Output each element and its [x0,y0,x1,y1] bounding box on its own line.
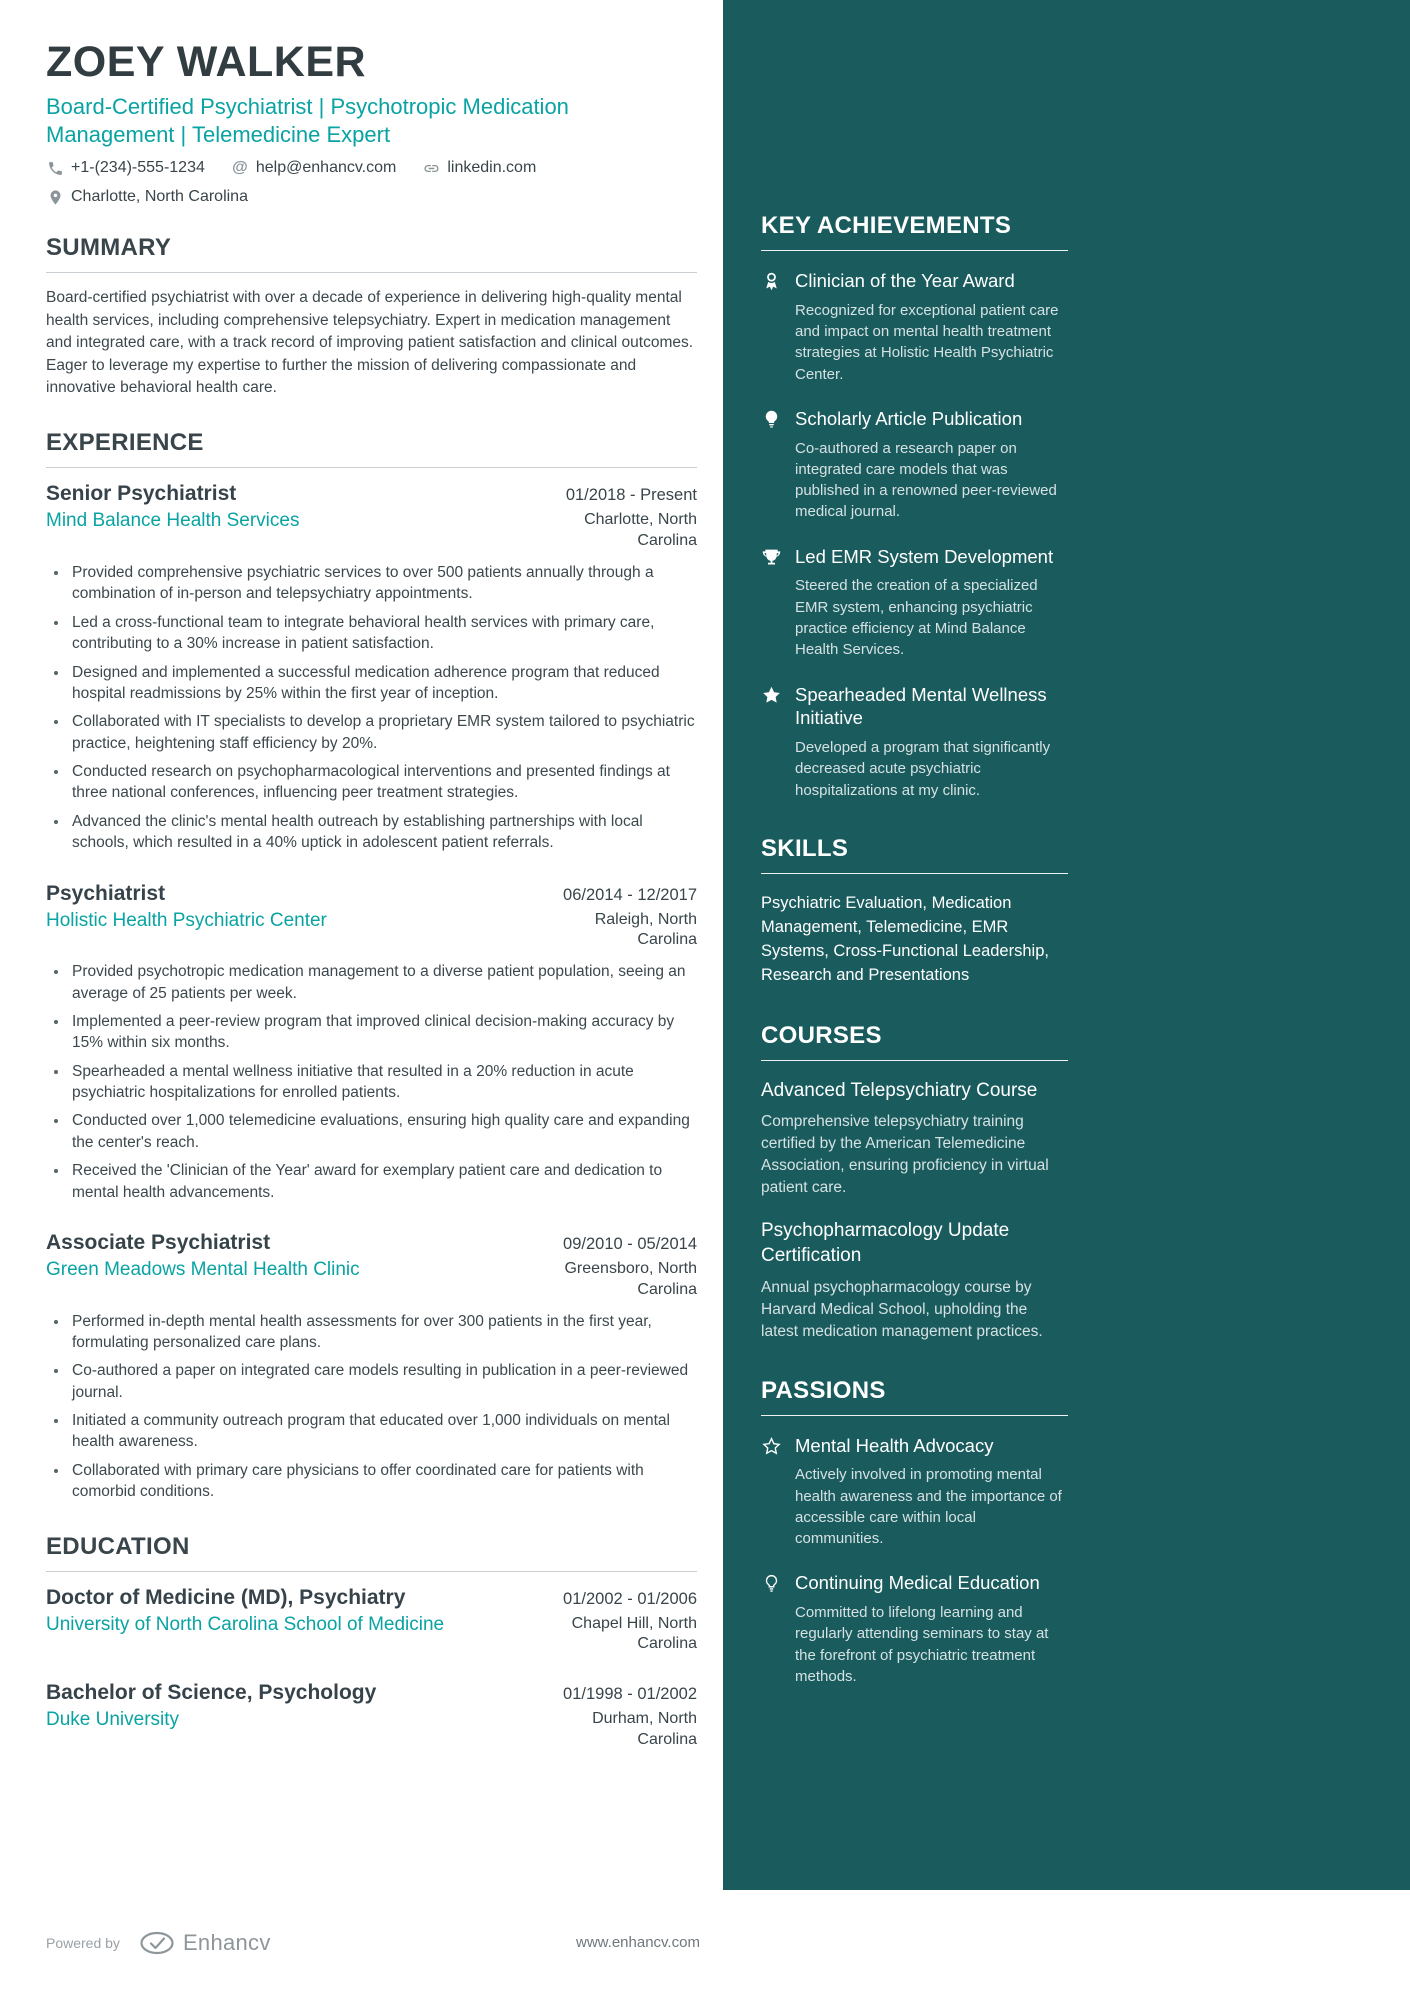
bullet: • Conducted research on psychopharmacological interventions and presented findings at three national conferences, influencing peer treatment strategies. [69,761,697,804]
resume-header [46,40,697,206]
sidebar [723,0,1410,1890]
link-text: linkedin.com [447,159,537,177]
achievement-text: Developed a program that significantly decreased acute psychiatric hospitalizations at my clinic. [795,738,1051,799]
medal-icon [761,269,783,385]
course-text: Comprehensive telepsychiatry training certified by the American Telemedicine Association, ensuring proficiency in virtual patient care. [761,1113,1049,1197]
achievement-title: Clinician of the Year Award [795,270,1015,291]
job-entry [46,1231,697,1503]
location-item [46,188,248,206]
powered-by-label: Powered by [46,1934,120,1951]
experience-section [46,429,697,1502]
passion-item [761,1571,1068,1687]
school-name: University of North Carolina School of Medicine [46,1613,445,1635]
course-item [761,1079,1068,1200]
job-bullets [46,961,697,1203]
education-entry [46,1681,697,1751]
school-name: Duke University [46,1709,180,1731]
bullet: • Spearheaded a mental wellness initiative that resulted in a 20% reduction in acute psychiatric hospitalizations for enrolled patients. [69,1061,697,1104]
achievement-text: Co-authored a research paper on integrated care models that was published in a renowned peer-reviewed medical journal. [795,439,1057,521]
bullet: • Performed in-depth mental health assessments for over 300 patients in the first year, formulating personalized care plans. [69,1311,697,1354]
enhancv-logo-text: Enhancv [182,1929,271,1955]
achievement-item [761,407,1068,523]
bullet: • Collaborated with IT specialists to develop a proprietary EMR system tailored to psychiatric practice, heightening staff efficiency by 20%. [69,711,697,754]
email-link[interactable] [231,159,396,177]
phone-text: +1-(234)-555-1234 [71,159,205,177]
bullet: • Provided psychotropic medication management to a diverse patient population, seeing an average of 25 patients per week. [69,961,697,1004]
job-bullets [46,1311,697,1503]
star-icon [761,683,783,801]
link-icon [422,159,440,177]
experience-heading: EXPERIENCE [46,429,697,468]
summary-section [46,234,697,399]
star-outline-icon [761,1434,783,1550]
achievements-heading: KEY ACHIEVEMENTS [761,212,1068,251]
passion-title: Continuing Medical Education [795,1572,1040,1594]
course-title: Advanced Telepsychiatry Course [761,1079,1038,1101]
bullet: • Advanced the clinic's mental health outreach by establishing partnerships with local schools, which resulted in a 40% uptick in adolescent patient referrals. [69,811,697,854]
education-section [46,1533,697,1751]
passion-text: Committed to lifelong learning and regularly attending seminars to stay at the forefront of psychiatric treatment methods. [795,1604,1049,1685]
achievement-item [761,545,1068,661]
passion-text: Actively involved in promoting mental health awareness and the importance of accessible care within local communities. [795,1466,1062,1548]
page-footer [0,1890,1410,1995]
phone-icon [46,159,64,177]
summary-text: Board-certified psychiatrist with over a decade of experience in delivering high-quality mental health services, including comprehensive telepsychiatry. Expert in medication management and integrated care, with a track record of improving patient satisfaction and clinical outcomes. Eager to leverage my expertise to further the mission of delivering compassionate and innovative behavioral health care. [46,289,694,397]
school-location: Durham, North Carolina [592,1710,697,1748]
summary-heading: SUMMARY [46,234,697,273]
skills-text: Psychiatric Evaluation, Medication Management, Telemedicine, EMR Systems, Cross-Functional Leadership, Research and Presentations [761,893,1049,984]
degree-title: Doctor of Medicine (MD), Psychiatry [46,1585,406,1609]
trophy-icon [761,545,783,661]
education-entry [46,1586,697,1656]
skills-heading: SKILLS [761,835,1068,874]
achievement-item [761,269,1068,385]
linkedin-link[interactable] [422,159,536,177]
job-title: Senior Psychiatrist [46,482,237,506]
job-dates: 06/2014 - 12/2017 [563,885,697,904]
job-entry [46,882,697,1203]
achievement-title: Led EMR System Development [795,545,1054,567]
bullet: • Led a cross-functional team to integrate behavioral health services with primary care, contributing to a 30% increase in patient satisfaction. [69,612,697,655]
job-title: Psychiatrist [46,881,166,905]
courses-section [761,1022,1068,1343]
at-icon: @ [232,159,248,177]
professional-title: Board-Certified Psychiatrist | Psychotropic Medication Management | Telemedicine Expert [46,94,569,147]
job-location: Raleigh, North Carolina [594,910,697,949]
job-dates: 01/2018 - Present [565,486,697,505]
job-company: Mind Balance Health Services [46,510,300,532]
job-dates: 09/2010 - 05/2014 [563,1234,697,1253]
job-bullets [46,562,697,854]
passion-item [761,1434,1068,1550]
pin-icon [46,188,64,206]
main-column [0,0,723,1890]
enhancv-logo-icon [140,1931,174,1955]
education-heading: EDUCATION [46,1533,697,1572]
achievement-text: Steered the creation of a specialized EMR system, enhancing psychiatric practice efficiency at Mind Balance Health Services. [795,577,1038,659]
degree-dates: 01/2002 - 01/2006 [563,1589,697,1608]
email-text: help@enhancv.com [255,159,397,177]
achievements-section [761,212,1068,801]
course-title: Psychopharmacology Update Certification [761,1220,1010,1266]
job-location: Charlotte, North Carolina [584,511,697,550]
phone-link[interactable] [46,159,205,177]
achievement-text: Recognized for exceptional patient care and impact on mental health treatment strategies at Holistic Health Psychiatric Center. [795,301,1059,383]
bullet: • Co-authored a paper on integrated care models resulting in publication in a peer-reviewed journal. [69,1360,697,1403]
candidate-name: ZOEY WALKER [46,38,367,86]
bullet: • Implemented a peer-review program that improved clinical decision-making accuracy by 15% within six months. [69,1011,697,1054]
skills-section [761,835,1068,988]
bullet: • Provided comprehensive psychiatric services to over 500 patients annually through a combination of in-person and telepsychiatry appointments. [69,562,697,605]
job-company: Green Meadows Mental Health Clinic [46,1258,360,1280]
course-text: Annual psychopharmacology course by Harvard Medical School, upholding the latest medication management practices. [761,1278,1043,1340]
passion-title: Mental Health Advocacy [795,1434,994,1456]
bullet: • Initiated a community outreach program that educated over 1,000 individuals on mental health awareness. [69,1410,697,1453]
contact-row-2 [46,188,697,206]
bullet: • Collaborated with primary care physicians to offer coordinated care for patients with comorbid conditions. [69,1460,697,1503]
bullet: • Designed and implemented a successful medication adherence program that reduced hospital readmissions by 25% within the first year of inception. [69,662,697,705]
courses-heading: COURSES [761,1022,1068,1061]
passions-heading: PASSIONS [761,1377,1068,1416]
contact-row [46,159,697,177]
degree-dates: 01/1998 - 01/2002 [563,1685,697,1704]
job-location: Greensboro, North Carolina [564,1259,697,1298]
bullet: • Conducted over 1,000 telemedicine evaluations, ensuring high quality care and expanding the center's reach. [69,1110,697,1153]
site-url[interactable]: www.enhancv.com [576,1934,700,1951]
bullet: • Received the 'Clinician of the Year' award for exemplary patient care and dedication to mental health advancements. [69,1160,697,1203]
bulb-outline-icon [761,1571,783,1687]
degree-title: Bachelor of Science, Psychology [46,1681,377,1705]
job-entry [46,482,697,853]
achievement-title: Scholarly Article Publication [795,407,1023,429]
course-item [761,1219,1068,1342]
school-location: Chapel Hill, North Carolina [571,1614,697,1653]
lightbulb-icon [761,407,783,523]
passions-section [761,1377,1068,1688]
location-text: Charlotte, North Carolina [71,188,248,206]
job-title: Associate Psychiatrist [46,1230,271,1254]
achievement-item [761,683,1068,801]
achievement-title: Spearheaded Mental Wellness Initiative [795,683,1047,729]
enhancv-logo[interactable] [140,1930,271,1956]
job-company: Holistic Health Psychiatric Center [46,909,327,931]
